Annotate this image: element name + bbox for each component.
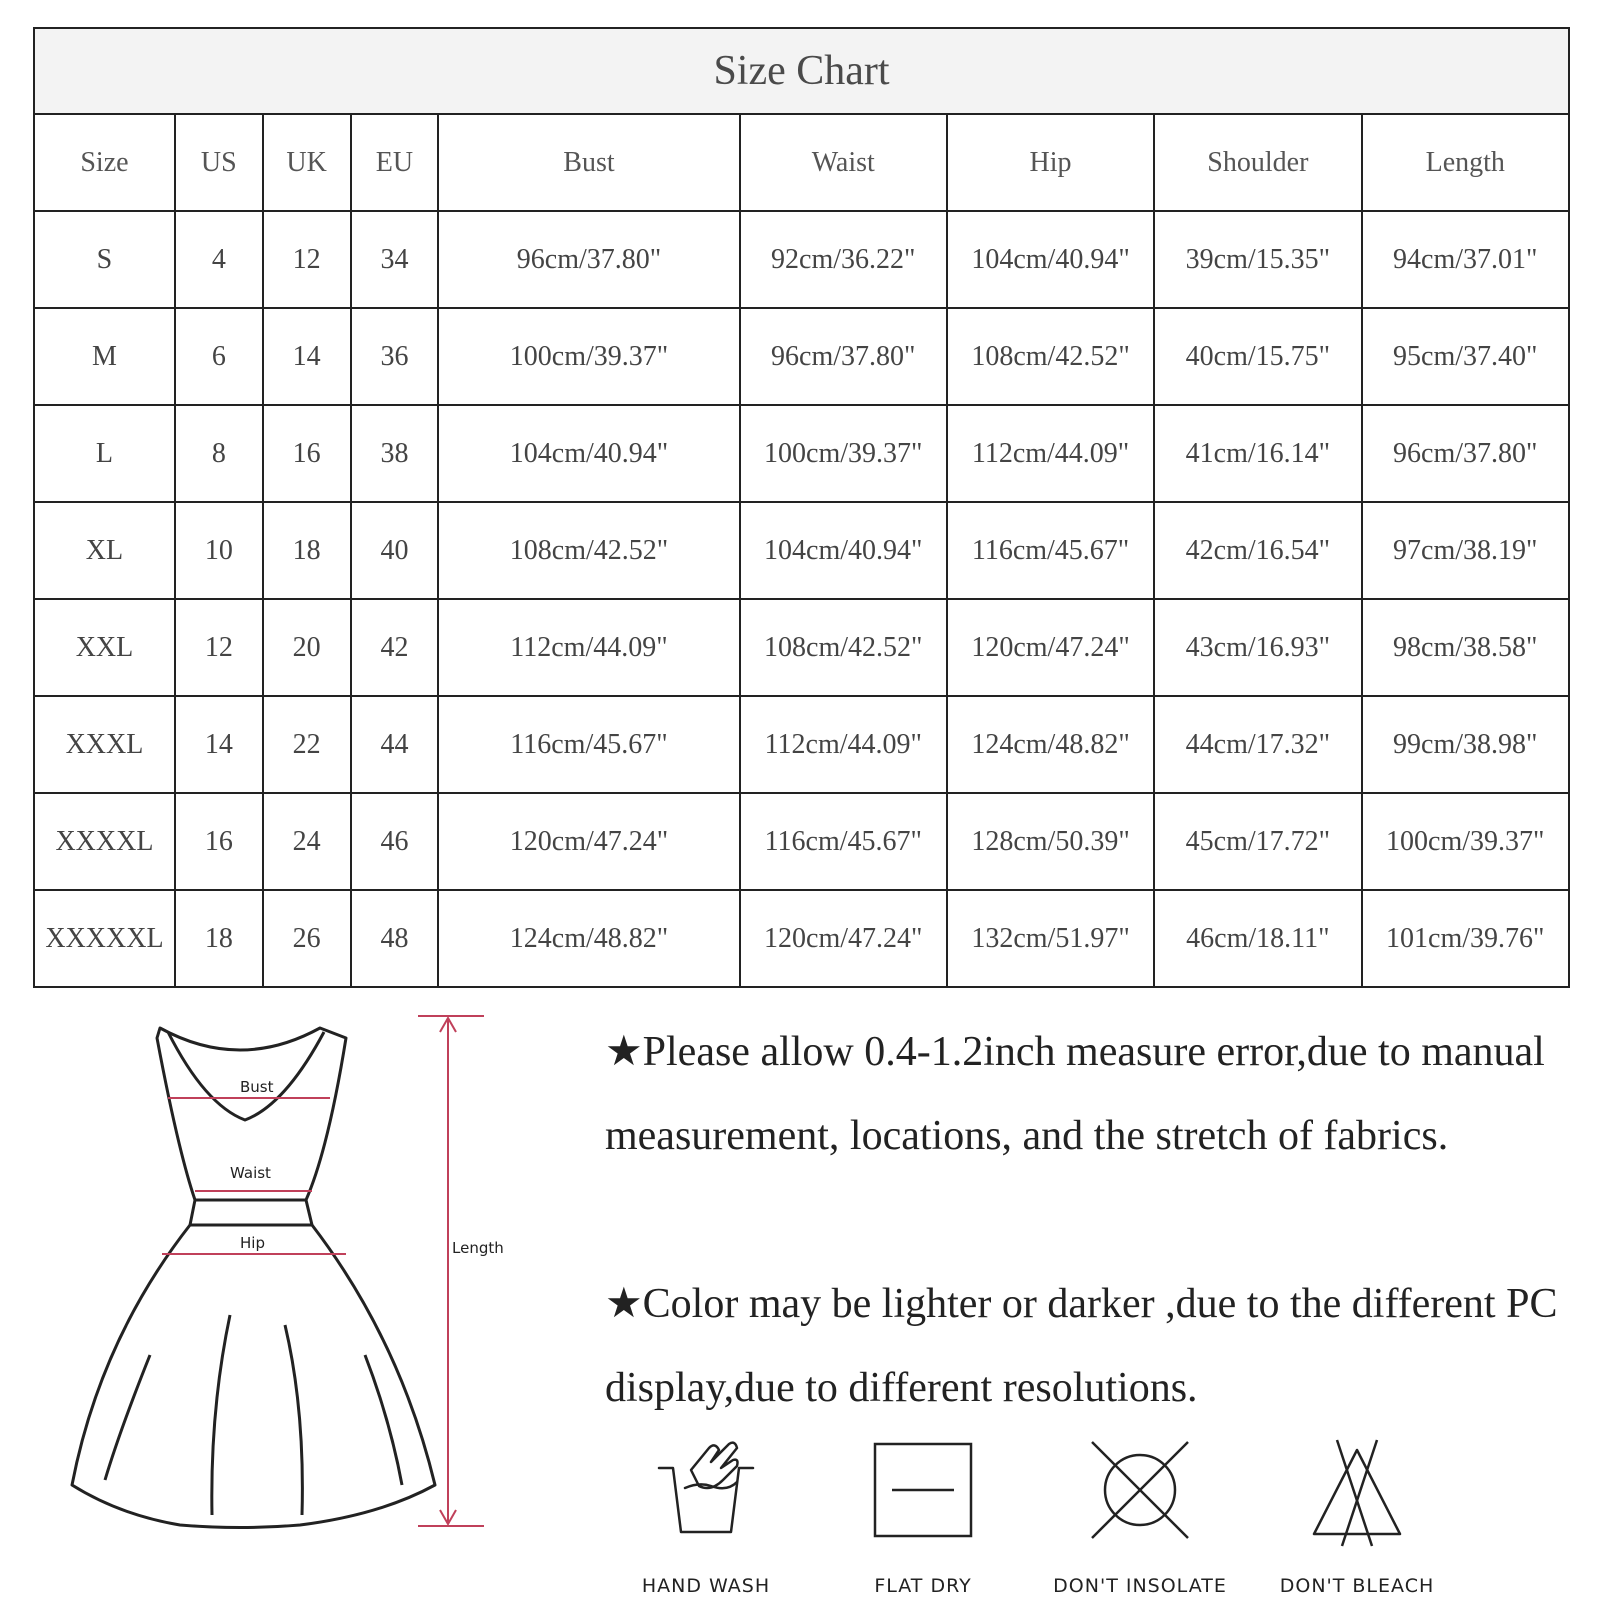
hand-wash-icon	[641, 1430, 771, 1550]
size-chart-table	[33, 27, 1570, 988]
cell-hip: 116cm/45.67"	[947, 502, 1154, 599]
cell-waist: 104cm/40.94"	[740, 502, 947, 599]
column-header-hip: Hip	[947, 114, 1154, 211]
cell-shoulder: 40cm/15.75"	[1154, 308, 1361, 405]
cell-length: 94cm/37.01"	[1362, 211, 1570, 308]
cell-eu: 42	[351, 599, 439, 696]
cell-bust: 124cm/48.82"	[438, 890, 739, 987]
cell-uk: 24	[263, 793, 351, 890]
cell-waist: 108cm/42.52"	[740, 599, 947, 696]
cell-length: 99cm/38.98"	[1362, 696, 1570, 793]
dress-measurement-diagram	[40, 1010, 580, 1590]
cell-waist: 112cm/44.09"	[740, 696, 947, 793]
skirt-fold-center-right	[285, 1325, 302, 1515]
cell-bust: 104cm/40.94"	[438, 405, 739, 502]
cell-waist: 96cm/37.80"	[740, 308, 947, 405]
cell-bust: 116cm/45.67"	[438, 696, 739, 793]
measurement-lines	[162, 1016, 484, 1526]
cell-length: 100cm/39.37"	[1362, 793, 1570, 890]
cell-eu: 40	[351, 502, 439, 599]
cell-uk: 22	[263, 696, 351, 793]
cell-uk: 20	[263, 599, 351, 696]
measure-error-note: ★Please allow 0.4-1.2inch measure error,due to manual measurement, locations, and the stretch of fabrics.	[605, 1029, 1545, 1159]
dont-bleach-icon	[1292, 1430, 1422, 1550]
cell-eu: 34	[351, 211, 439, 308]
cell-us: 14	[175, 696, 263, 793]
cell-length: 98cm/38.58"	[1362, 599, 1570, 696]
care-symbol-flat-dry	[818, 1430, 1028, 1600]
hand-wash-label: HAND WASH	[641, 1575, 771, 1597]
cell-bust: 108cm/42.52"	[438, 502, 739, 599]
header-row	[34, 114, 1569, 211]
cell-hip: 120cm/47.24"	[947, 599, 1154, 696]
cell-us: 12	[175, 599, 263, 696]
cell-uk: 26	[263, 890, 351, 987]
cell-size: XXL	[34, 599, 175, 696]
cell-shoulder: 39cm/15.35"	[1154, 211, 1361, 308]
cell-eu: 48	[351, 890, 439, 987]
flat-dry-label: FLAT DRY	[874, 1575, 972, 1597]
cell-hip: 132cm/51.97"	[947, 890, 1154, 987]
skirt-fold-center-left	[212, 1315, 230, 1515]
cell-length: 101cm/39.76"	[1362, 890, 1570, 987]
dress-neckline	[168, 1032, 324, 1120]
cell-hip: 104cm/40.94"	[947, 211, 1154, 308]
cell-us: 18	[175, 890, 263, 987]
bust-label: Bust	[240, 1078, 274, 1096]
flat-dry-icon	[858, 1430, 988, 1550]
cell-shoulder: 41cm/16.14"	[1154, 405, 1361, 502]
cell-waist: 100cm/39.37"	[740, 405, 947, 502]
table-row	[34, 696, 1569, 793]
cell-hip: 108cm/42.52"	[947, 308, 1154, 405]
cell-eu: 44	[351, 696, 439, 793]
table-row	[34, 502, 1569, 599]
hip-label: Hip	[240, 1234, 265, 1252]
cell-shoulder: 44cm/17.32"	[1154, 696, 1361, 793]
table-row	[34, 793, 1569, 890]
length-label: Length	[452, 1239, 504, 1257]
skirt-fold-right	[365, 1355, 402, 1485]
table-body	[34, 211, 1569, 987]
cell-uk: 12	[263, 211, 351, 308]
cell-size: XL	[34, 502, 175, 599]
dress-waistband	[190, 1200, 312, 1225]
cell-size: L	[34, 405, 175, 502]
column-header-us: US	[175, 114, 263, 211]
cell-shoulder: 46cm/18.11"	[1154, 890, 1361, 987]
column-header-waist: Waist	[740, 114, 947, 211]
table-row	[34, 405, 1569, 502]
cell-uk: 14	[263, 308, 351, 405]
cell-size: M	[34, 308, 175, 405]
cell-uk: 18	[263, 502, 351, 599]
dress-skirt	[72, 1225, 435, 1528]
cell-bust: 96cm/37.80"	[438, 211, 739, 308]
cell-length: 95cm/37.40"	[1362, 308, 1570, 405]
column-header-eu: EU	[351, 114, 439, 211]
cell-waist: 116cm/45.67"	[740, 793, 947, 890]
cell-uk: 16	[263, 405, 351, 502]
cell-eu: 36	[351, 308, 439, 405]
dress-outline	[72, 1028, 435, 1528]
cell-us: 8	[175, 405, 263, 502]
waist-label: Waist	[230, 1164, 271, 1182]
skirt-fold-left	[105, 1355, 150, 1480]
care-symbol-hand-wash	[601, 1430, 811, 1600]
cell-shoulder: 43cm/16.93"	[1154, 599, 1361, 696]
cell-hip: 128cm/50.39"	[947, 793, 1154, 890]
title-row	[34, 28, 1569, 114]
cell-size: XXXL	[34, 696, 175, 793]
cell-bust: 100cm/39.37"	[438, 308, 739, 405]
care-symbol-dont-insolate	[1035, 1430, 1245, 1600]
cell-us: 16	[175, 793, 263, 890]
cell-shoulder: 42cm/16.54"	[1154, 502, 1361, 599]
cell-length: 97cm/38.19"	[1362, 502, 1570, 599]
size-chart-title: Size Chart	[34, 28, 1569, 114]
cell-size: XXXXL	[34, 793, 175, 890]
dont-insolate-label: DON'T INSOLATE	[1053, 1575, 1227, 1597]
cell-us: 10	[175, 502, 263, 599]
table-row	[34, 890, 1569, 987]
column-header-size: Size	[34, 114, 175, 211]
cell-waist: 92cm/36.22"	[740, 211, 947, 308]
cell-eu: 38	[351, 405, 439, 502]
column-header-bust: Bust	[438, 114, 739, 211]
cell-shoulder: 45cm/17.72"	[1154, 793, 1361, 890]
column-header-uk: UK	[263, 114, 351, 211]
cell-hip: 112cm/44.09"	[947, 405, 1154, 502]
dont-bleach-label: DON'T BLEACH	[1279, 1575, 1435, 1597]
table-row	[34, 308, 1569, 405]
column-header-shoulder: Shoulder	[1154, 114, 1361, 211]
cell-size: XXXXXL	[34, 890, 175, 987]
care-symbol-dont-bleach	[1252, 1430, 1462, 1600]
cell-bust: 120cm/47.24"	[438, 793, 739, 890]
table-row	[34, 211, 1569, 308]
cell-hip: 124cm/48.82"	[947, 696, 1154, 793]
table-row	[34, 599, 1569, 696]
cell-length: 96cm/37.80"	[1362, 405, 1570, 502]
cell-us: 4	[175, 211, 263, 308]
color-variance-note: ★Color may be lighter or darker ,due to the different PC display,due to different resolutions.	[605, 1281, 1558, 1411]
cell-waist: 120cm/47.24"	[740, 890, 947, 987]
cell-size: S	[34, 211, 175, 308]
cell-eu: 46	[351, 793, 439, 890]
dont-insolate-icon	[1075, 1430, 1205, 1550]
column-header-length: Length	[1362, 114, 1570, 211]
cell-bust: 112cm/44.09"	[438, 599, 739, 696]
cell-us: 6	[175, 308, 263, 405]
